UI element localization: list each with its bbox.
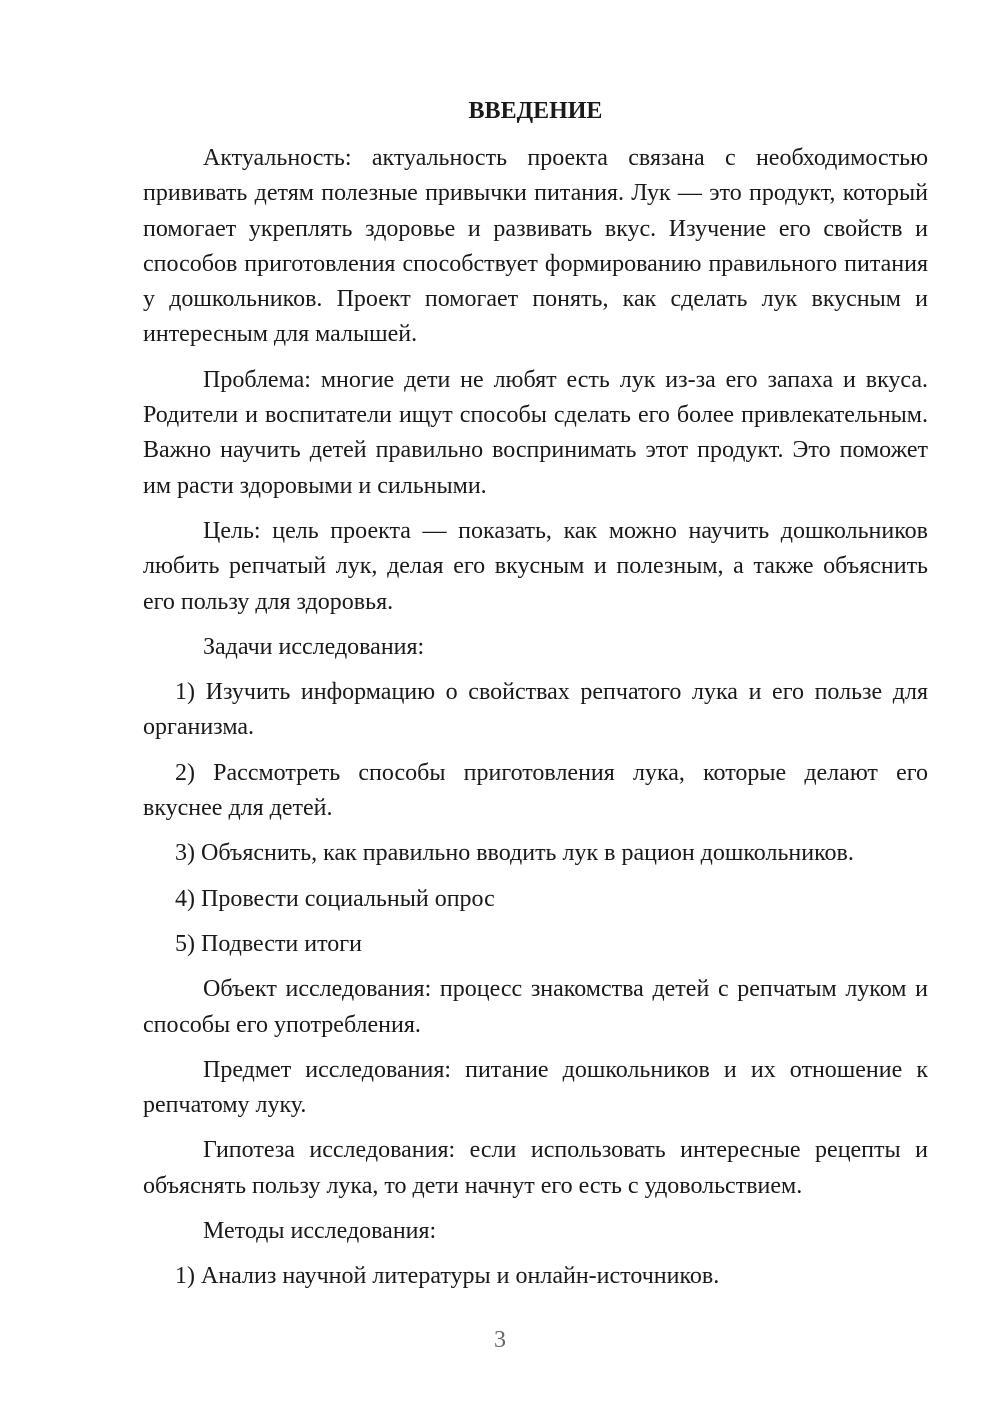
task-item-5: 5) Подвести итоги (175, 930, 362, 957)
paragraph-object: Объект исследования: процесс знакомства детей с репчатым луком и способы его употребления. (143, 976, 928, 1038)
tasks-heading: Задачи исследования: (203, 633, 425, 660)
task-item-4: 4) Провести социальный опрос (175, 885, 495, 912)
paragraph-subject: Предмет исследования: питание дошкольников и их отношение к репчатому луку. (143, 1056, 928, 1119)
page-number: 3 (494, 1327, 506, 1353)
task-item-1: 1) Изучить информацию о свойствах репчатого лука и его пользе для организма. (143, 679, 928, 741)
methods-heading: Методы исследования: (203, 1218, 437, 1245)
paragraph-goal: Цель: цель проекта — показать, как можно научить дошкольников любить репчатый лук, делая его вкусным и полезным, а также объяснить его пользу для здоровья. (143, 517, 928, 615)
page-content (143, 94, 928, 1305)
task-item-3: 3) Объяснить, как правильно вводить лук в рацион дошкольников. (175, 840, 854, 867)
paragraph-problem: Проблема: многие дети не любят есть лук из-за его запаха и вкуса. Родители и воспитатели ищут способы сделать его более привлекательным. Важно научить детей правильно воспринимать этот продукт. Это поможет им расти здоровыми и сильными. (143, 366, 928, 499)
method-item-1: 1) Анализ научной литературы и онлайн-источников. (175, 1263, 720, 1290)
task-item-2: 2) Рассмотреть способы приготовления лука, которые делают его вкуснее для детей. (143, 759, 928, 822)
paragraph-relevance: Актуальность: актуальность проекта связана с необходимостью прививать детям полезные привычки питания. Лук — это продукт, который помогает укреплять здоровье и развивать вкус. Изучение его свойств и способов приготовления способствует формированию правильного питания у дошкольников. Проект помогает понять, как сделать лук вкусным и интересным для малышей. (143, 145, 928, 348)
paragraph-hypothesis: Гипотеза исследования: если использовать интересные рецепты и объяснять пользу лука, то дети начнут его есть с удовольствием. (143, 1137, 928, 1199)
page-title: ВВЕДЕНИЕ (468, 98, 603, 124)
